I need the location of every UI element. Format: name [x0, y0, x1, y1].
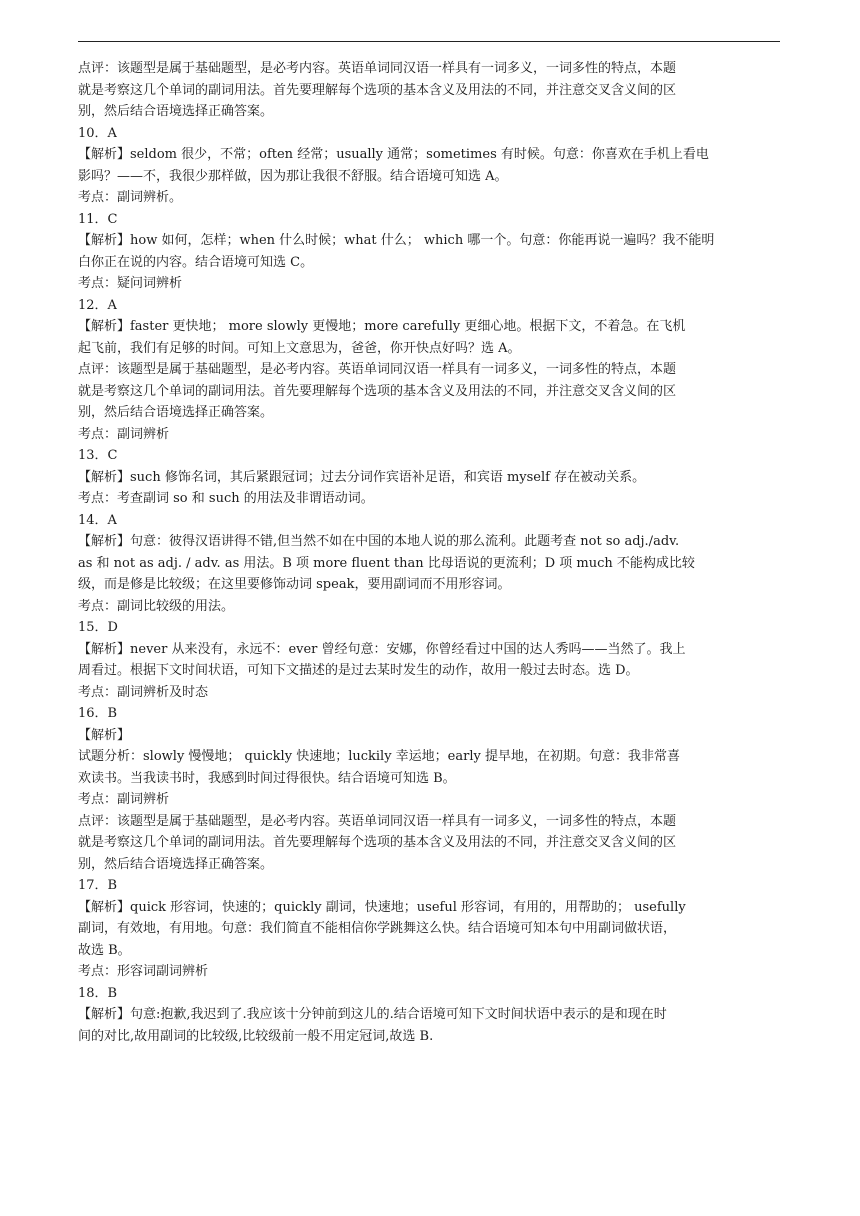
text-line: 就是考察这几个单词的副词用法。首先要理解每个选项的基本含义及用法的不同，并注意交叉含义间的区	[78, 835, 677, 850]
text-line: 别，然后结合语境选择正确答案。	[78, 104, 274, 119]
question-number: 10．A	[78, 125, 117, 141]
text-line: 考点：副词辨析及时态	[78, 684, 209, 700]
text-line: 点评：该题型是属于基础题型，是必考内容。英语单词同汉语一样具有一词多义，一词多性的特点，本题	[78, 362, 677, 377]
text-line: 考点：形容词副词辨析	[78, 964, 209, 979]
text-line: 点评：该题型是属于基础题型，是必考内容。英语单词同汉语一样具有一词多义，一词多性的特点，本题	[78, 61, 677, 76]
text-line: 【解析】句意：彼得汉语讲得不错,但当然不如在中国的本地人说的那么流利。此题考查 not so adj./adv.	[78, 534, 680, 549]
text-line: 【解析】	[78, 727, 131, 743]
text-line: 间的对比,故用副词的比较级,比较级前一般不用定冠词,故选 B.	[78, 1028, 434, 1044]
text-line: 影吗？——不，我很少那样做，因为那让我很不舒服。结合语境可知选 A。	[78, 168, 508, 184]
question-number: 13．C	[78, 448, 118, 463]
text-line: 考点：副词辨析。	[78, 190, 183, 205]
text-line: 考点：考查副词 so 和 such 的用法及非谓语动词。	[78, 491, 374, 506]
text-line: 【解析】faster 更快地； more slowly 更慢地；more carefully 更细心地。根据下文，不着急。在飞机	[78, 319, 686, 334]
text-line: 【解析】quick 形容词，快速的；quickly 副词，快速地；useful 形容词，有用的，用帮助的； usefully	[78, 899, 686, 915]
text-line: 点评：该题型是属于基础题型，是必考内容。英语单词同汉语一样具有一词多义，一词多性的特点，本题	[78, 813, 677, 829]
text-line: 欢读书。当我读书时，我感到时间过得很快。结合语境可知选 B。	[78, 770, 456, 786]
text-line: 起飞前，我们有足够的时间。可知上文意思为，爸爸，你开快点好吗？选 A。	[78, 340, 521, 356]
text-line: 就是考察这几个单词的副词用法。首先要理解每个选项的基本含义及用法的不同，并注意交叉含义间的区	[78, 383, 677, 399]
text-line: 试题分析：slowly 慢慢地； quickly 快速地；luckily 幸运地；early 提早地，在初期。句意：我非常喜	[78, 749, 680, 764]
text-line: 别，然后结合语境选择正确答案。	[78, 856, 274, 872]
question-number: 15．D	[78, 620, 118, 635]
text-line: 故选 B。	[78, 942, 131, 958]
text-line: 考点：副词比较级的用法。	[78, 598, 235, 614]
text-line: 【解析】never 从来没有，永远不：ever 曾经句意：安娜，你曾经看过中国的达人秀吗——当然了。我上	[78, 641, 686, 657]
text-line: 考点：副词辨析	[78, 426, 170, 442]
text-line: 周看过。根据下文时间状语，可知下文描述的是过去某时发生的动作，故用一般过去时态。选 D。	[78, 663, 639, 678]
text-line: 就是考察这几个单词的副词用法。首先要理解每个选项的基本含义及用法的不同，并注意交叉含义间的区	[78, 82, 677, 98]
text-line: 副词，有效地，有用地。句意：我们简直不能相信你学跳舞这么快。结合语境可知本句中用副词做状语，	[78, 921, 677, 936]
text-line: 级，而是修是比较级；在这里要修饰动词 speak，要用副词而不用形容词。	[78, 577, 511, 592]
text-line: 考点：疑问词辨析	[78, 276, 183, 291]
answer-explanations	[78, 58, 784, 1047]
question-number: 16．B	[78, 706, 118, 721]
question-number: 12．A	[78, 297, 117, 313]
question-number: 11．C	[78, 211, 118, 227]
text-line: 白你正在说的内容。结合语境可知选 C。	[78, 254, 314, 270]
question-number: 17．B	[78, 878, 118, 893]
text-line: 【解析】how 如何，怎样；when 什么时候；what 什么； which 哪一个。句意：你能再说一遍吗？我不能明	[78, 233, 715, 248]
text-line: as 和 not as adj. / adv. as 用法。B 项 more fluent than 比母语说的更流利；D 项 much 不能构成比较	[78, 555, 695, 571]
text-line: 考点：副词辨析	[78, 792, 170, 807]
question-number: 18．B	[78, 985, 118, 1001]
text-line: 【解析】seldom 很少，不常；often 经常；usually 通常；sometimes 有时候。句意：你喜欢在手机上看电	[78, 147, 709, 162]
text-line: 【解析】句意:抱歉,我迟到了.我应该十分钟前到这儿的.结合语境可知下文时间状语中表示的是和现在时	[78, 1007, 667, 1022]
question-number: 14．A	[78, 512, 117, 528]
text-line: 别，然后结合语境选择正确答案。	[78, 405, 274, 420]
text-line: 【解析】such 修饰名词，其后紧跟冠词；过去分词作宾语补足语，和宾语 myself 存在被动关系。	[78, 469, 646, 485]
header-rule	[78, 41, 780, 42]
